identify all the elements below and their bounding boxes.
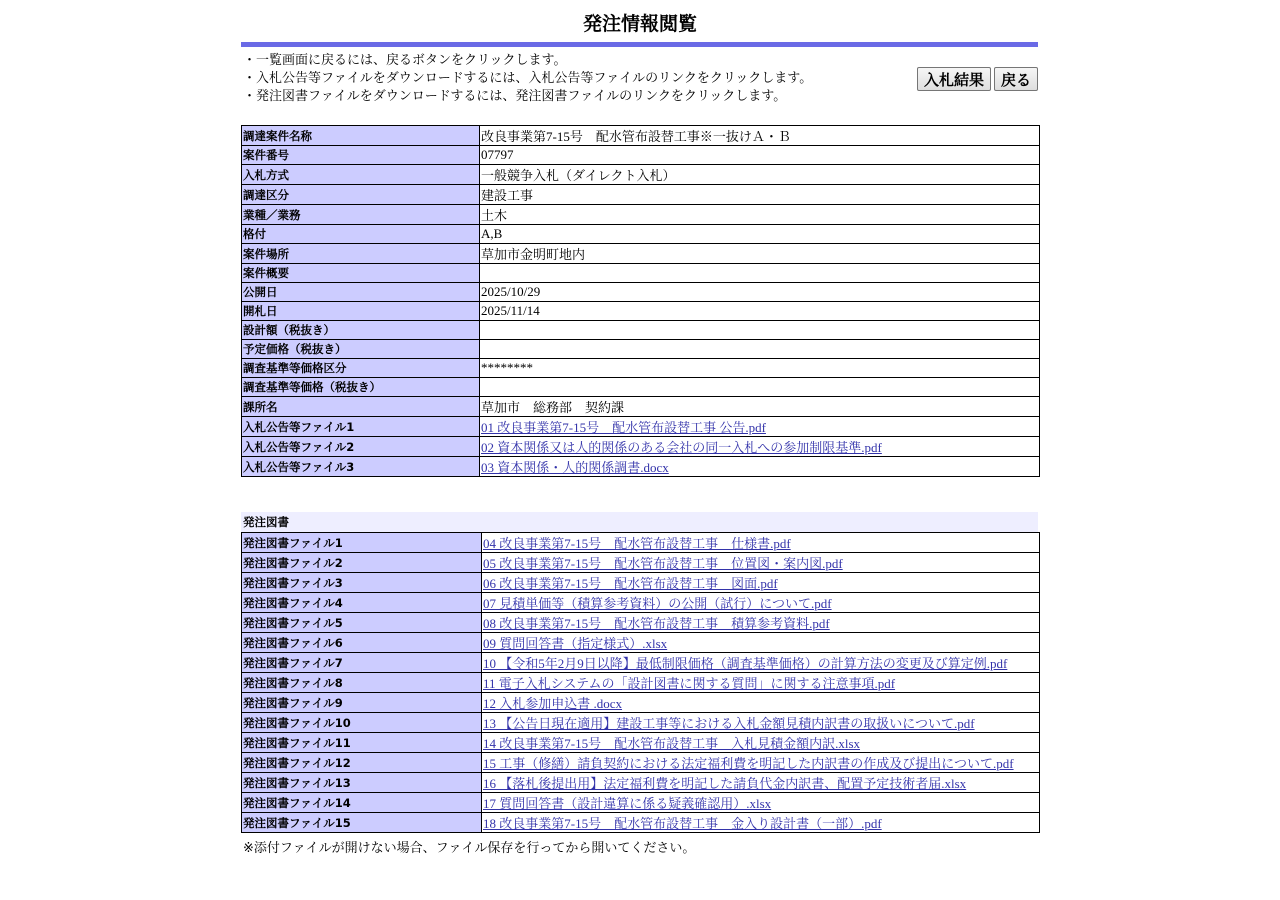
row-label: 入札方式 [242,165,480,185]
row-label: 案件番号 [242,146,480,165]
row-label: 発注図書ファイル11 [242,733,482,753]
drawings-section-header: 発注図書 [241,512,1038,532]
file-link[interactable]: 06 改良事業第7-15号 配水管布設替工事 図面.pdf [483,576,778,591]
row-value [480,321,1040,340]
table-row [242,165,1040,185]
table-row [242,185,1040,205]
table-row [242,573,1040,593]
row-label: 発注図書ファイル13 [242,773,482,793]
row-value [482,753,1040,773]
instructions [241,47,1039,125]
file-link[interactable]: 01 改良事業第7-15号 配水管布設替工事 公告.pdf [481,420,766,435]
row-label: 発注図書ファイル8 [242,673,482,693]
file-link[interactable]: 05 改良事業第7-15号 配水管布設替工事 位置図・案内図.pdf [483,556,843,571]
back-button[interactable]: 戻る [994,67,1038,91]
table-row [242,283,1040,302]
row-value [480,457,1040,477]
file-link[interactable]: 13 【公告日現在適用】建設工事等における入札金額見積内訳書の取扱いについて.pdf [483,716,975,731]
file-link[interactable]: 10 【令和5年2月9日以降】最低制限価格（調査基準価格）の計算方法の変更及び算定例.pdf [483,656,1008,671]
row-label: 発注図書ファイル6 [242,633,482,653]
row-label: 公開日 [242,283,480,302]
row-value [480,437,1040,457]
instruction-item: ・一覧画面に戻るには、戻るボタンをクリックします。 [243,53,567,68]
row-value [482,633,1040,653]
table-row [242,793,1040,813]
row-label: 発注図書ファイル1 [242,533,482,553]
instruction-item: ・入札公告等ファイルをダウンロードするには、入札公告等ファイルのリンクをクリックします。 [243,71,813,86]
table-row [242,553,1040,573]
action-buttons [917,67,1038,91]
table-row [242,264,1040,283]
table-row [242,244,1040,264]
row-value [480,378,1040,397]
table-row [242,773,1040,793]
table-row [242,378,1040,397]
table-row [242,126,1040,146]
drawings-table [241,532,1040,833]
table-row [242,593,1040,613]
row-value: 土木 [480,205,1040,225]
instruction-item: ・発注図書ファイルをダウンロードするには、発注図書ファイルのリンクをクリックします。 [243,89,787,104]
table-row [242,733,1040,753]
row-value [480,340,1040,359]
table-row [242,613,1040,633]
table-row [242,205,1040,225]
table-row [242,302,1040,321]
table-row [242,753,1040,773]
table-row [242,693,1040,713]
row-value: 改良事業第7-15号 配水管布設替工事※一抜けＡ・Ｂ [480,126,1040,146]
row-value [482,533,1040,553]
table-row [242,673,1040,693]
row-value [482,593,1040,613]
table-row [242,321,1040,340]
table-row [242,146,1040,165]
table-row [242,437,1040,457]
row-value: 2025/11/14 [480,302,1040,321]
row-value: 07797 [480,146,1040,165]
row-value [482,573,1040,593]
file-link[interactable]: 08 改良事業第7-15号 配水管布設替工事 積算参考資料.pdf [483,616,830,631]
row-label: 発注図書ファイル7 [242,653,482,673]
file-link[interactable]: 04 改良事業第7-15号 配水管布設替工事 仕様書.pdf [483,536,791,551]
row-label: 調達区分 [242,185,480,205]
file-link[interactable]: 16 【落札後提出用】法定福利費を明記した請負代金内訳書、配置予定技術者届.xlsx [483,776,967,791]
row-value: ******** [480,359,1040,378]
file-link[interactable]: 14 改良事業第7-15号 配水管布設替工事 入札見積金額内訳.xlsx [483,736,861,751]
row-label: 発注図書ファイル10 [242,713,482,733]
row-value: A,B [480,225,1040,244]
row-label: 発注図書ファイル12 [242,753,482,773]
file-link[interactable]: 03 資本関係・人的関係調書.docx [481,460,669,475]
table-row [242,397,1040,417]
row-label: 発注図書ファイル15 [242,813,482,833]
page-container [241,0,1039,856]
row-label: 発注図書ファイル5 [242,613,482,633]
table-row [242,633,1040,653]
row-value [482,613,1040,633]
table-row [242,417,1040,437]
row-label: 案件概要 [242,264,480,283]
row-value [482,733,1040,753]
row-label: 発注図書ファイル3 [242,573,482,593]
bid-result-button[interactable]: 入札結果 [917,67,991,91]
row-value: 建設工事 [480,185,1040,205]
row-value [482,773,1040,793]
row-label: 案件場所 [242,244,480,264]
table-row [242,533,1040,553]
table-row [242,653,1040,673]
row-label: 開札日 [242,302,480,321]
file-link[interactable]: 12 入札参加申込書 .docx [483,696,623,711]
row-value: 2025/10/29 [480,283,1040,302]
file-link[interactable]: 18 改良事業第7-15号 配水管布設替工事 金入り設計書（一部）.pdf [483,816,882,831]
row-value: 草加市金明町地内 [480,244,1040,264]
table-row [242,813,1040,833]
file-link[interactable]: 17 質問回答書（設計違算に係る疑義確認用）.xlsx [483,796,772,811]
file-link[interactable]: 07 見積単価等（積算参考資料）の公開（試行）について.pdf [483,596,832,611]
table-row [242,359,1040,378]
row-value [482,673,1040,693]
row-label: 発注図書ファイル9 [242,693,482,713]
row-value [482,713,1040,733]
table-row [242,225,1040,244]
row-label: 予定価格（税抜き） [242,340,480,359]
file-link[interactable]: 15 工事（修繕）請負契約における法定福利費を明記した内訳書の作成及び提出について.pdf [483,756,1014,771]
table-row [242,457,1040,477]
row-label: 調査基準等価格（税抜き） [242,378,480,397]
row-value: 草加市 総務部 契約課 [480,397,1040,417]
row-label: 業種／業務 [242,205,480,225]
row-value [482,813,1040,833]
table-row [242,340,1040,359]
table-row [242,713,1040,733]
file-link[interactable]: 11 電子入札システムの「設計図書に関する質問」に関する注意事項.pdf [483,676,896,691]
footer-note: ※添付ファイルが開けない場合、ファイル保存を行ってから開いてください。 [243,841,696,856]
page-title: 発注情報閲覧 [582,13,697,35]
info-table [241,125,1040,477]
row-value [480,417,1040,437]
row-label: 入札公告等ファイル3 [242,457,480,477]
file-link[interactable]: 09 質問回答書（指定様式）.xlsx [483,636,668,651]
row-label: 設計額（税抜き） [242,321,480,340]
row-label: 調達案件名称 [242,126,480,146]
row-value [482,693,1040,713]
row-value [480,264,1040,283]
row-label: 課所名 [242,397,480,417]
row-label: 入札公告等ファイル1 [242,417,480,437]
row-value: 一般競争入札（ダイレクト入札） [480,165,1040,185]
file-link[interactable]: 02 資本関係又は人的関係のある会社の同一入札への参加制限基準.pdf [481,440,882,455]
row-value [482,553,1040,573]
row-value [482,793,1040,813]
row-label: 発注図書ファイル14 [242,793,482,813]
row-label: 格付 [242,225,480,244]
row-value [482,653,1040,673]
row-label: 発注図書ファイル4 [242,593,482,613]
row-label: 発注図書ファイル2 [242,553,482,573]
row-label: 入札公告等ファイル2 [242,437,480,457]
row-label: 調査基準等価格区分 [242,359,480,378]
